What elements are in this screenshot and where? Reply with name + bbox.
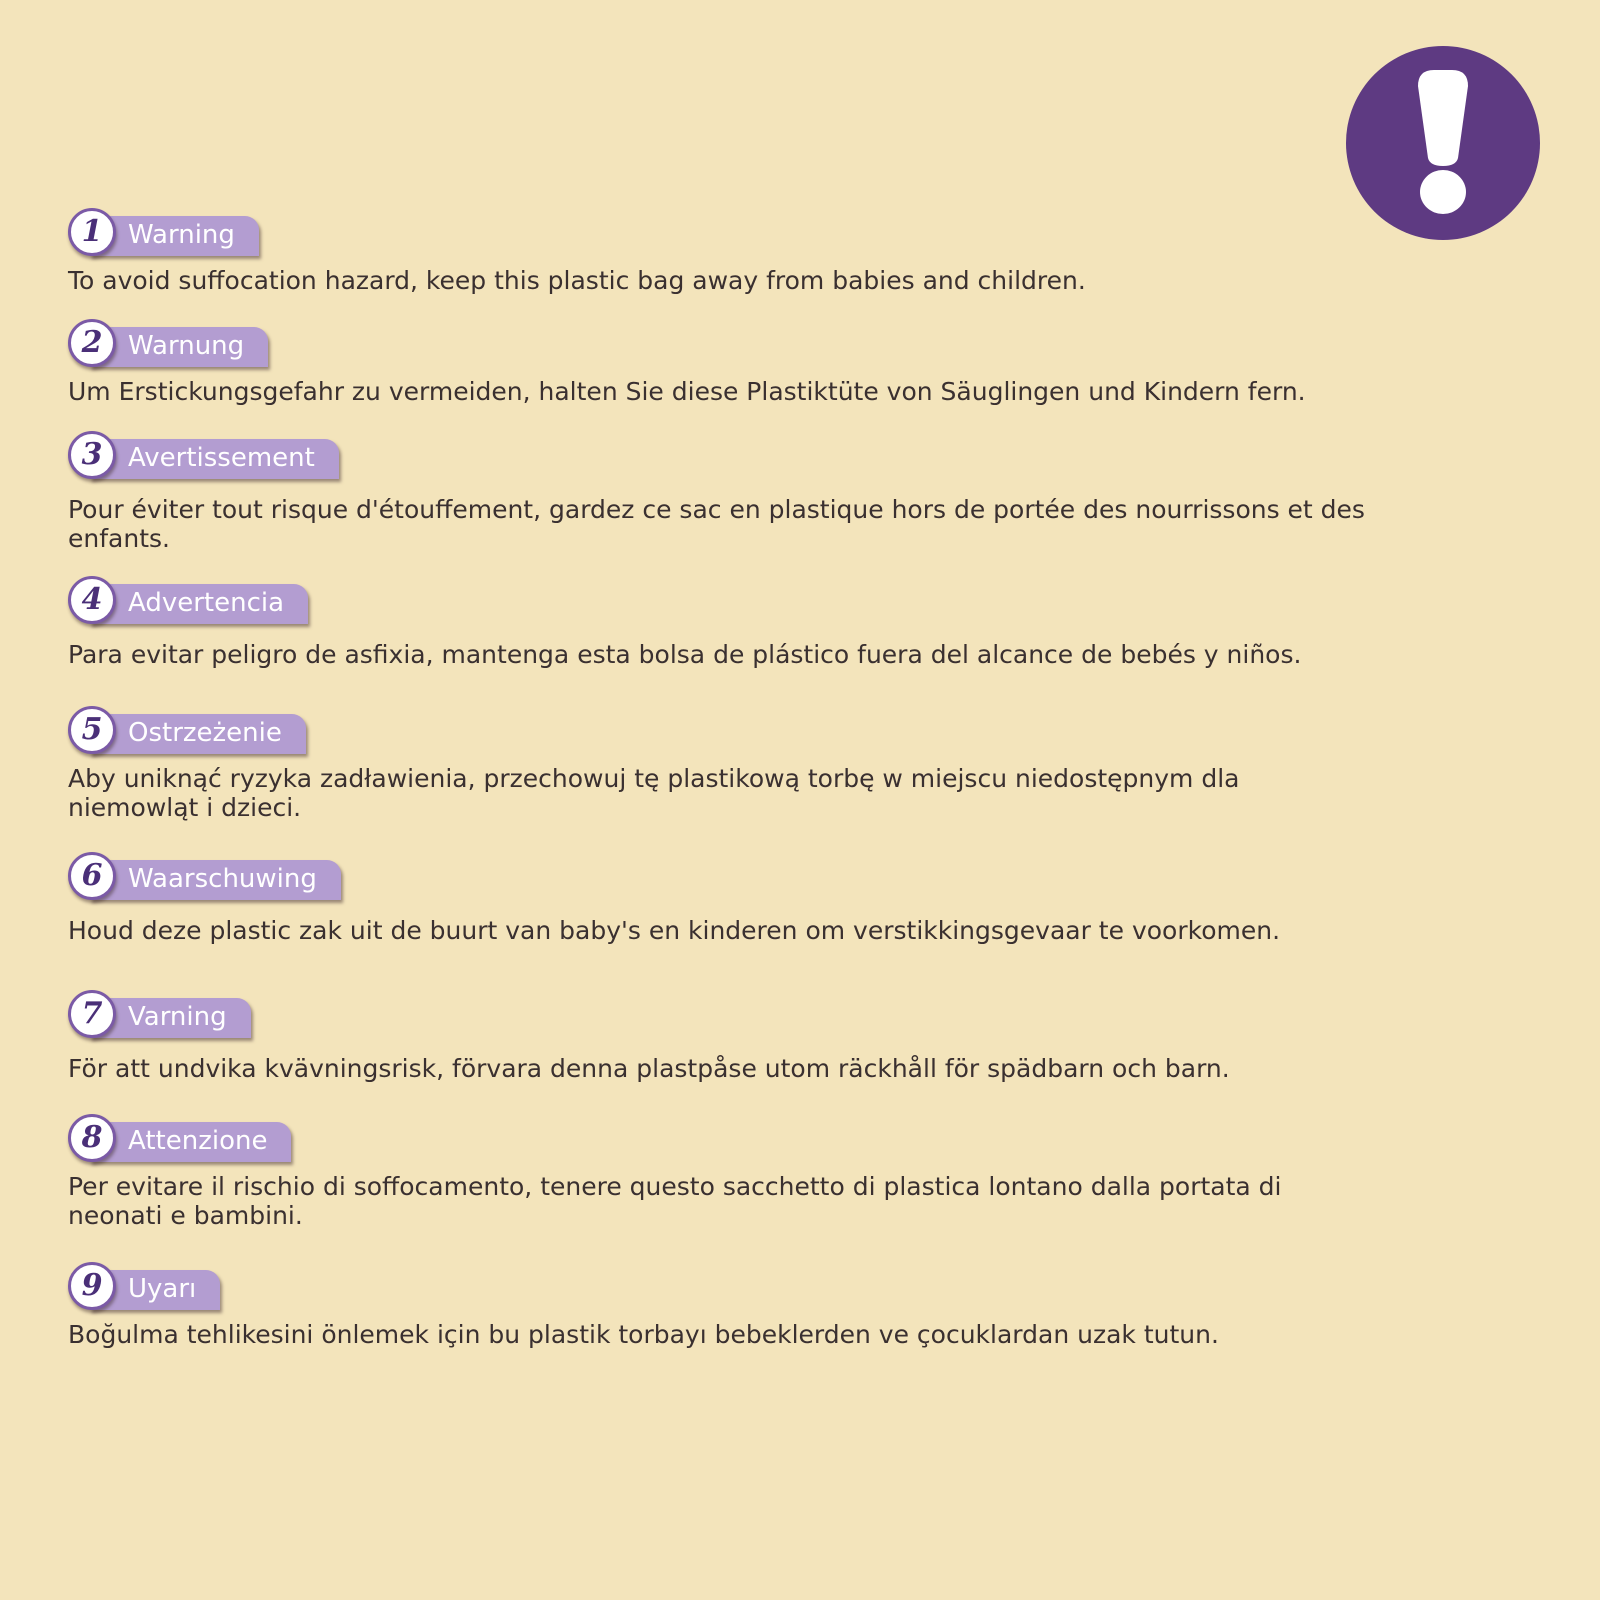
warning-text: För att undvika kvävningsrisk, förvara denna plastpåse utom räckhåll för spädbarn och barn. — [68, 1054, 1230, 1083]
warning-tag — [68, 1114, 1368, 1162]
warning-text: Pour éviter tout risque d'étouffement, gardez ce sac en plastique hors de portée des nourrissons et des enfants. — [68, 495, 1365, 553]
exclamation-circle-icon — [1346, 46, 1540, 240]
warning-label: Waarschuwing — [90, 860, 341, 900]
warning-number-badge: 6 — [68, 852, 116, 900]
warning-label: Warning — [90, 216, 259, 256]
warning-item-5 — [68, 706, 1368, 822]
warning-label: Ostrzeżenie — [90, 714, 306, 754]
warning-label: Varning — [90, 998, 251, 1038]
warning-tag — [68, 990, 1368, 1038]
warning-text: Boğulma tehlikesini önlemek için bu plastik torbayı bebeklerden ve çocuklardan uzak tutun. — [68, 1320, 1219, 1349]
warning-label: Warnung — [90, 327, 268, 367]
warning-number-badge: 4 — [68, 576, 116, 624]
warning-number-badge: 2 — [68, 319, 116, 367]
warning-text: Per evitare il rischio di soffocamento, tenere questo sacchetto di plastica lontano dalla portata di neonati e bambini. — [68, 1172, 1282, 1230]
warning-label: Advertencia — [90, 584, 308, 624]
warning-item-8 — [68, 1114, 1368, 1230]
warning-text: Aby uniknąć ryzyka zadławienia, przechowuj tę plastikową torbę w miejscu niedostępnym dla niemowląt i dzieci. — [68, 764, 1240, 822]
warning-item-2 — [68, 319, 1368, 406]
warning-tag — [68, 706, 1368, 754]
warning-number-badge: 5 — [68, 706, 116, 754]
warning-label: Avertissement — [90, 439, 339, 479]
warning-item-1 — [68, 208, 1368, 295]
warning-label: Uyarı — [90, 1270, 220, 1310]
warning-tag — [68, 208, 1368, 256]
warning-label: Attenzione — [90, 1122, 291, 1162]
warning-tag — [68, 1262, 1368, 1310]
warning-tag — [68, 852, 1368, 900]
warning-item-7 — [68, 990, 1368, 1083]
warning-number-badge: 1 — [68, 208, 116, 256]
warning-item-6 — [68, 852, 1368, 945]
warning-item-3 — [68, 431, 1368, 553]
warning-text: To avoid suffocation hazard, keep this plastic bag away from babies and children. — [68, 266, 1086, 295]
warning-text: Um Erstickungsgefahr zu vermeiden, halten Sie diese Plastiktüte von Säuglingen und Kindern fern. — [68, 377, 1306, 406]
warning-text: Houd deze plastic zak uit de buurt van baby's en kinderen om verstikkingsgevaar te voorkomen. — [68, 916, 1281, 945]
warning-item-9 — [68, 1262, 1368, 1349]
warning-number-badge: 9 — [68, 1262, 116, 1310]
warning-tag — [68, 576, 1368, 624]
warning-text: Para evitar peligro de asfixia, mantenga esta bolsa de plástico fuera del alcance de bebés y niños. — [68, 640, 1302, 669]
warning-item-4 — [68, 576, 1368, 669]
warning-number-badge: 8 — [68, 1114, 116, 1162]
warning-number-badge: 7 — [68, 990, 116, 1038]
warning-number-badge: 3 — [68, 431, 116, 479]
warning-tag — [68, 431, 1368, 479]
warning-tag — [68, 319, 1368, 367]
